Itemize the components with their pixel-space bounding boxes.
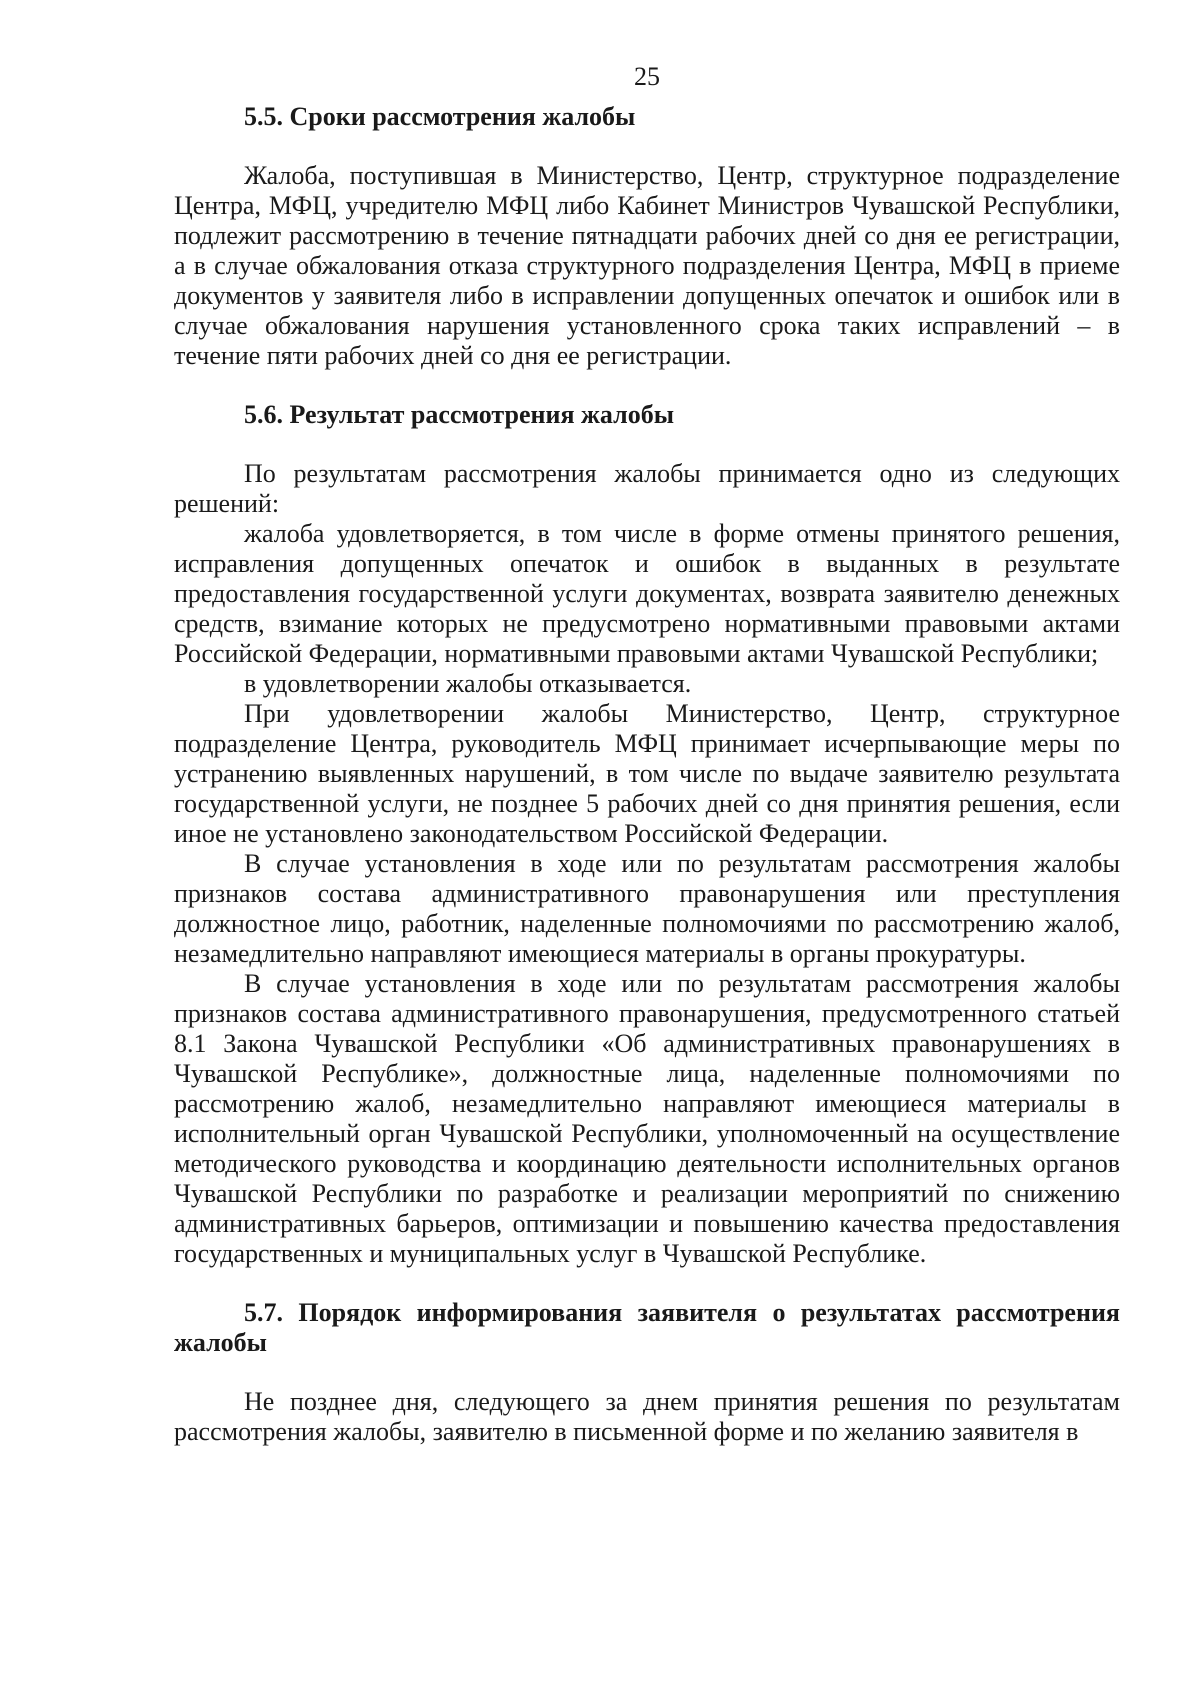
section-5-6: [174, 400, 1120, 1269]
page-number: 25: [634, 62, 660, 91]
paragraph: По результатам рассмотрения жалобы принимается одно из следующих решений:: [174, 459, 1120, 518]
paragraph: При удовлетворении жалобы Министерство, Центр, структурное подразделение Центра, руководитель МФЦ принимает исчерпывающие меры по устранению выявленных нарушений, в том числе по выдаче заявителю результата государственной услуги, не позднее 5 рабочих дней со дня принятия решения, если иное не установлено законодательством Российской Федерации.: [174, 699, 1120, 848]
section-5-7: [174, 1298, 1120, 1447]
paragraph: В случае установления в ходе или по результатам рассмотрения жалобы признаков состава административного правонарушения, предусмотренного статьей 8.1 Закона Чувашской Республики «Об административных правонарушениях в Чувашской Республике», должностные лица, наделенные полномочиями по рассмотрению жалоб, незамедлительно направляют имеющиеся материалы в исполнительный орган Чувашской Республики, уполномоченный на осуществление методического руководства и координацию деятельности исполнительных органов Чувашской Республики по разработке и реализации мероприятий по снижению административных барьеров, оптимизации и повышению качества предоставления государственных и муниципальных услуг в Чувашской Республике.: [174, 969, 1120, 1268]
section-heading: 5.6. Результат рассмотрения жалобы: [244, 400, 675, 429]
paragraph: В случае установления в ходе или по результатам рассмотрения жалобы признаков состава административного правонарушения или преступления должностное лицо, работник, наделенные полномочиями по рассмотрению жалоб, незамедлительно направляют имеющиеся материалы в органы прокуратуры.: [174, 849, 1120, 968]
section-heading: 5.5. Сроки рассмотрения жалобы: [244, 102, 636, 131]
paragraph: Жалоба, поступившая в Министерство, Центр, структурное подразделение Центра, МФЦ, учредителю МФЦ либо Кабинет Министров Чувашской Республики, подлежит рассмотрению в течение пятнадцати рабочих дней со дня ее регистрации, а в случае обжалования отказа структурного подразделения Центра, МФЦ в приеме документов у заявителя либо в исправлении допущенных опечаток и ошибок или в случае обжалования нарушения установленного срока таких исправлений – в течение пяти рабочих дней со дня ее регистрации.: [174, 161, 1120, 370]
paragraph: Не позднее дня, следующего за днем принятия решения по результатам рассмотрения жалобы, заявителю в письменной форме и по желанию заявителя в: [174, 1387, 1120, 1446]
document-page: [174, 62, 1120, 1447]
paragraph: в удовлетворении жалобы отказывается.: [244, 669, 692, 698]
section-5-5: [174, 102, 1120, 371]
paragraph: жалоба удовлетворяется, в том числе в форме отмены принятого решения, исправления допущенных опечаток и ошибок в выданных в результате предоставления государственной услуги документах, возврата заявителю денежных средств, взимание которых не предусмотрено нормативными правовыми актами Российской Федерации, нормативными правовыми актами Чувашской Республики;: [174, 519, 1120, 668]
section-heading: 5.7. Порядок информирования заявителя о результатах рассмотрения жалобы: [174, 1298, 1120, 1357]
